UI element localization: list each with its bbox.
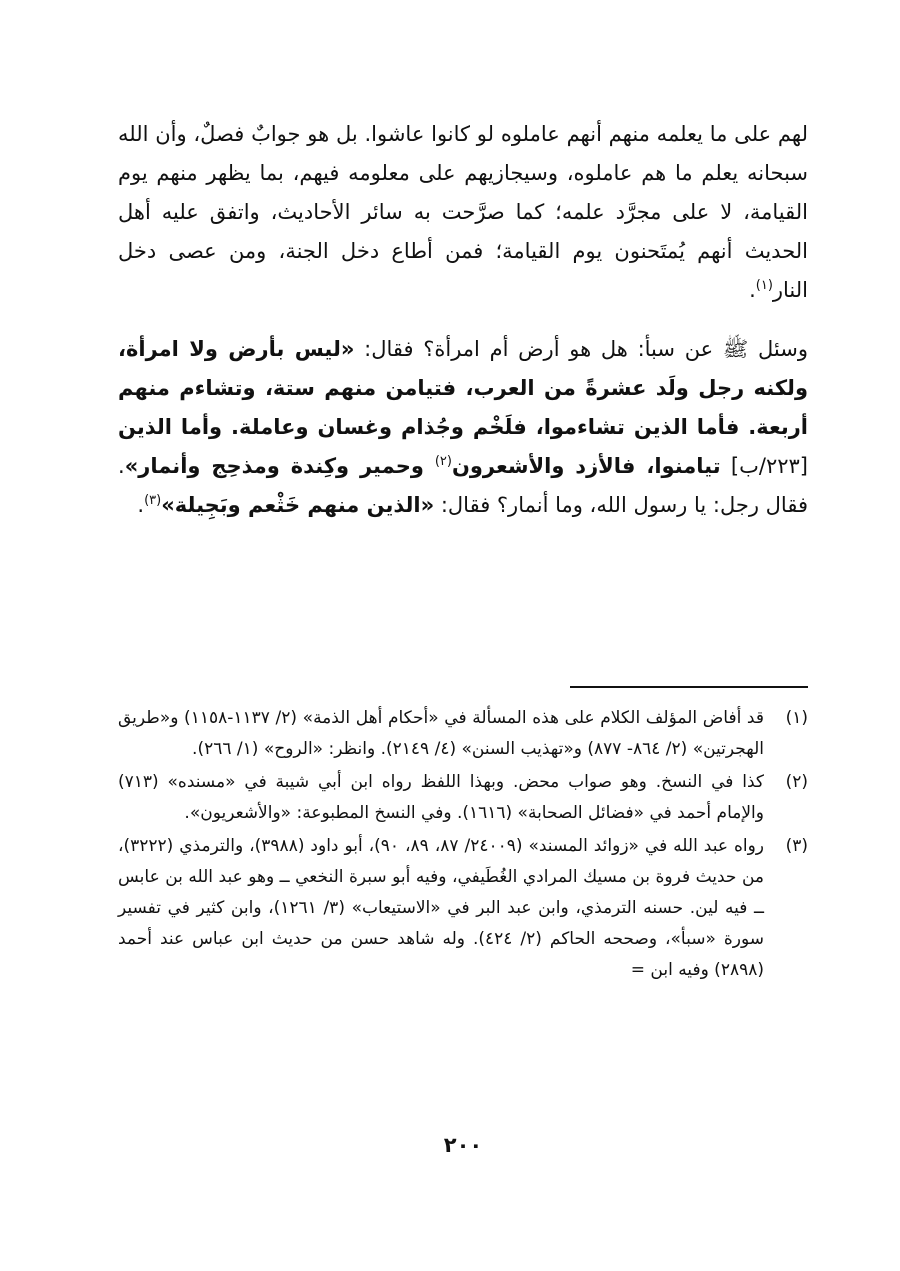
footnote-text: قد أفاض المؤلف الكلام على هذه المسألة في «أحكام أهل الذمة» (٢/ ١١٣٧-١١٥٨) و«طريق الهجرتين» (٢/ ٨٦٤- ٨٧٧) و«تهذيب السنن» (٤/ ٢١٤٩). وانظر: «الروح» (١/ ٢٦٦).	[118, 708, 764, 759]
footnote-number: (١)	[785, 708, 808, 728]
paragraph-1-end: .	[749, 278, 756, 302]
footnote-ref-2[interactable]: (٢)	[434, 454, 452, 469]
footnote-2	[118, 767, 808, 829]
footnote-1	[118, 703, 808, 765]
hadith-text-3: وحمير وكِندة ومذحِج وأنمار»	[124, 454, 435, 478]
footnote-3	[118, 831, 808, 986]
hadith-text-1: «ليس بأرض ولا امرأة، ولكنه رجل ولَد عشرةً من العرب، فتيامن منهم ستة، وتشاءم منهم أربعة. فأما الذين تشاءموا، فلَخْم وجُذام وغسان وعاملة. وأما الذين	[118, 337, 808, 439]
book-page	[118, 115, 808, 1245]
footnotes-section	[118, 703, 808, 988]
paragraph-2-end: .	[137, 493, 145, 517]
footnote-number: (٢)	[785, 772, 808, 792]
footnote-text: كذا في النسخ. وهو صواب محض. وبهذا اللفظ رواه ابن أبي شيبة في «مسنده» (٧١٣) والإمام أحمد في «فضائل الصحابة» (١٦١٦). وفي النسخ المطبوعة: «والأشعريون».	[118, 772, 764, 823]
footnote-divider	[570, 686, 808, 688]
footnote-number: (٣)	[785, 836, 808, 856]
paragraph-2-intro: وسئل ﷺ عن سبأ: هل هو أرض أم امرأة؟ فقال:	[354, 337, 808, 361]
paragraph-2-middle: . فقال رجل: يا رسول الله، وما أنمار؟ فقال:	[118, 454, 808, 517]
footnote-ref-3[interactable]: (٣)	[144, 493, 162, 508]
footnote-ref-1[interactable]: (١)	[755, 278, 773, 293]
body-paragraph-1	[118, 115, 808, 310]
hadith-text-4: «الذين منهم خَثْعم وبَجِيلة»	[161, 493, 435, 517]
paragraph-1-text: لهم على ما يعلمه منهم أنهم عاملوه لو كانوا عاشوا. بل هو جوابٌ فصلٌ، وأن الله سبحانه يعلم ما هم عاملوه، وسيجازيهم على معلومه فيهم، بما يظهر منهم يوم القيامة، لا على مجرَّد علمه؛ كما صرَّحت به سائر الأحاديث، واتفق عليه أهل الحديث أنهم يُمتَحنون يوم القيامة؛ فمن أطاع دخل الجنة، ومن عصى دخل النار	[118, 122, 808, 302]
manuscript-folio-marker: [٢٢٣/ب]	[720, 454, 808, 478]
hadith-text-2: تيامنوا، فالأزد والأشعرون	[451, 454, 721, 478]
page-number: ٢٠٠	[443, 1133, 483, 1157]
body-paragraph-2	[118, 330, 808, 525]
footnote-text: رواه عبد الله في «زوائد المسند» (٢٤٠٠٩/ ٨٧، ٨٩، ٩٠)، أبو داود (٣٩٨٨)، والترمذي (٣٢٢٢)، من حديث فروة بن مسيك المرادي الغُطَيفي، وفيه أبو سبرة النخعي ــ وهو عبد الله بن عابس ــ فيه لين. حسنه الترمذي، وابن عبد البر في «الاستيعاب» (٣/ ١٢٦١)، وابن كثير في تفسير سورة «سبأ»، وصححه الحاكم (٢/ ٤٢٤). وله شاهد حسن من حديث ابن عباس عند أحمد (٢٨٩٨) وفيه ابن =	[118, 836, 764, 980]
